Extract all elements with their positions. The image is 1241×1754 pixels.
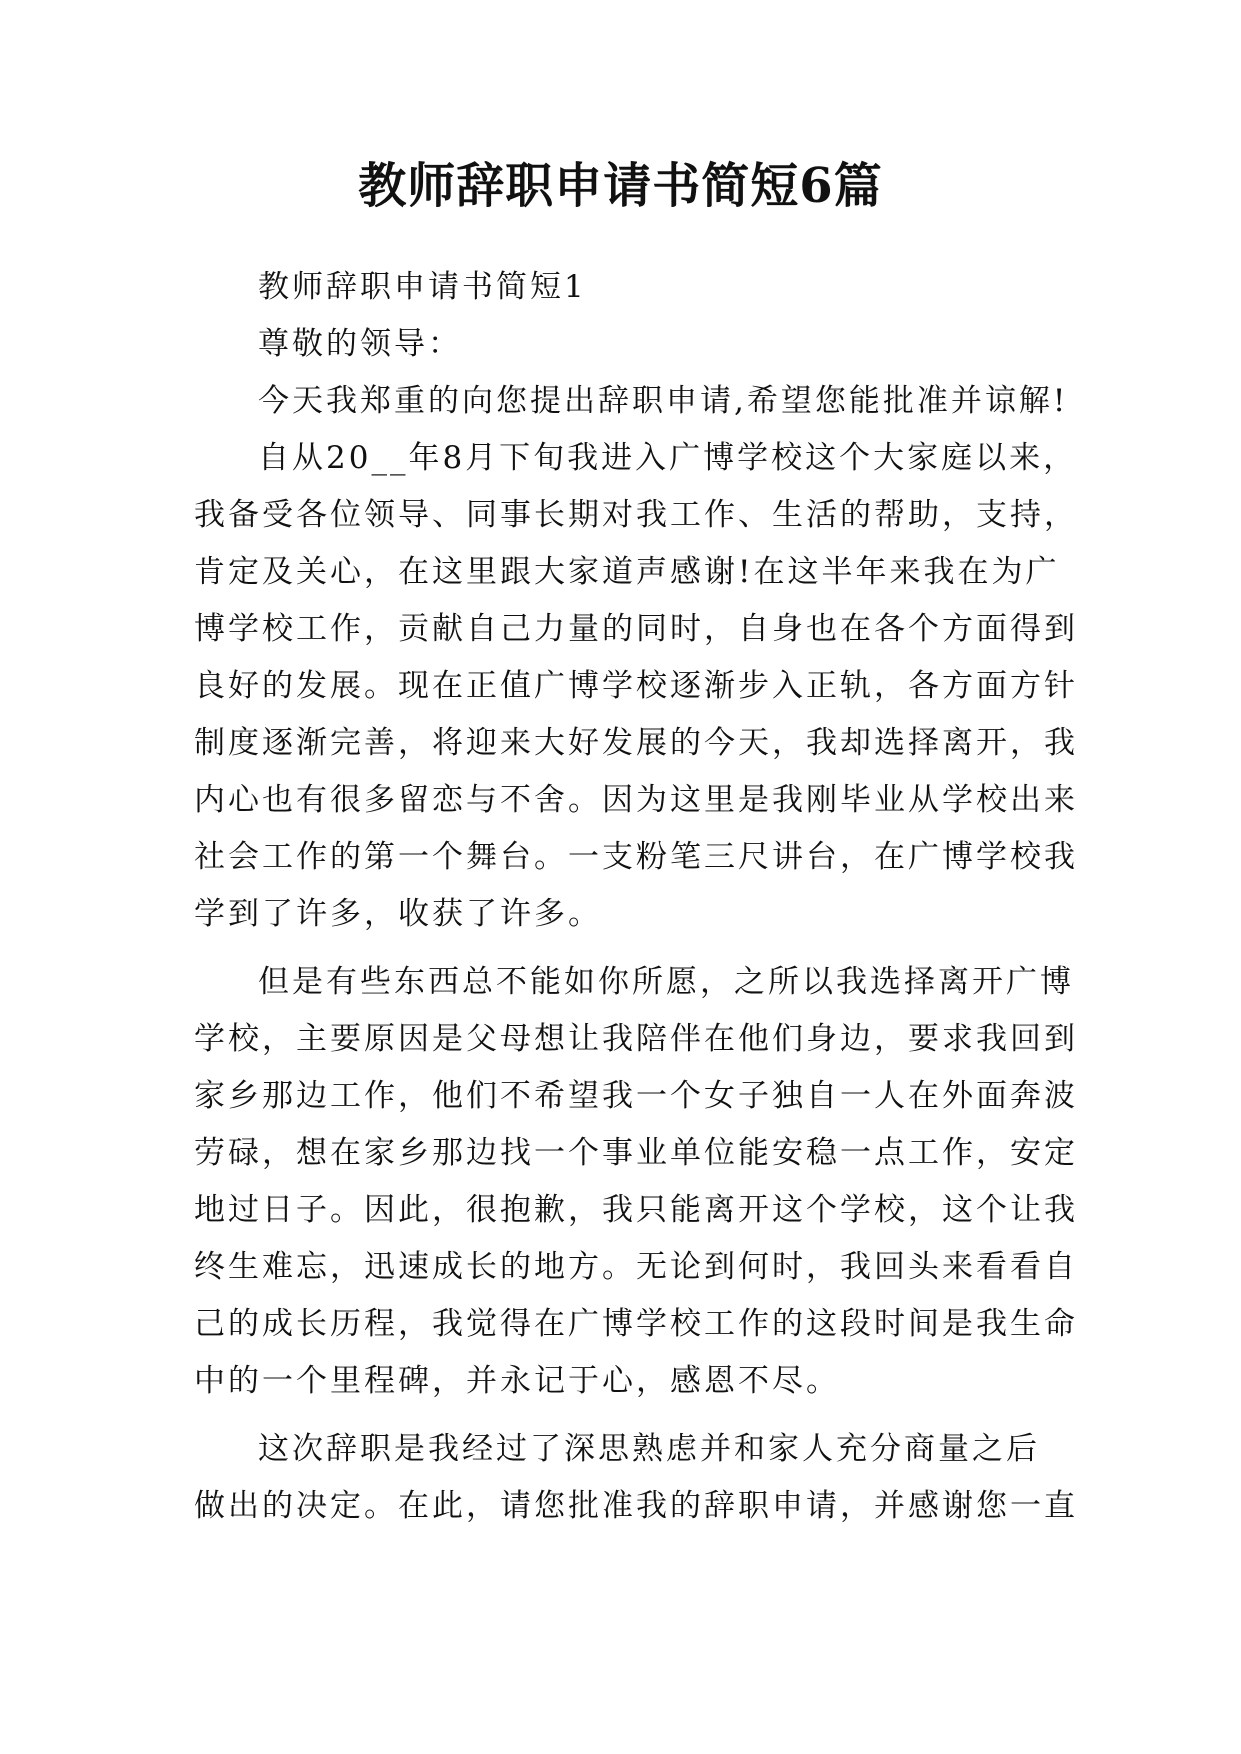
- paragraph-line: 今天我郑重的向您提出辞职申请,希望您能批准并谅解!: [258, 383, 1069, 419]
- paragraph-line: 制度逐渐完善，将迎来大好发展的今天，我却选择离开，我: [194, 725, 1078, 761]
- paragraph-line: 社会工作的第一个舞台。一支粉笔三尺讲台，在广博学校我: [194, 839, 1078, 875]
- paragraph-line: 内心也有很多留恋与不舍。因为这里是我刚毕业从学校出来: [194, 782, 1078, 818]
- paragraph-line: 劳碌，想在家乡那边找一个事业单位能安稳一点工作，安定: [194, 1135, 1078, 1171]
- paragraph-1: [194, 373, 1069, 430]
- salutation: 尊敬的领导：: [258, 326, 462, 362]
- paragraph-line: 做出的决定。在此，请您批准我的辞职申请，并感谢您一直: [194, 1488, 1078, 1524]
- section-heading: 教师辞职申请书简短1: [258, 269, 587, 305]
- paragraph-line: 终生难忘，迅速成长的地方。无论到何时，我回头来看看自: [194, 1249, 1078, 1285]
- paragraph-4: [194, 1421, 1078, 1535]
- paragraph-line: 博学校工作，贡献自己力量的同时，自身也在各个方面得到: [194, 611, 1078, 647]
- paragraph-line: 家乡那边工作，他们不希望我一个女子独自一人在外面奔波: [194, 1078, 1078, 1114]
- document-title: 教师辞职申请书简短6篇: [358, 158, 883, 214]
- paragraph-line: 地过日子。因此，很抱歉，我只能离开这个学校，这个让我: [194, 1192, 1078, 1228]
- paragraph-line: 我备受各位领导、同事长期对我工作、生活的帮助，支持，: [194, 497, 1078, 533]
- paragraph-3: [194, 954, 1078, 1410]
- paragraph-line: 但是有些东西总不能如你所愿，之所以我选择离开广博: [258, 964, 1074, 1000]
- paragraph-spacer: [194, 1410, 1066, 1421]
- paragraph-line: 学校，主要原因是父母想让我陪伴在他们身边，要求我回到: [194, 1021, 1078, 1057]
- paragraph-line: 中的一个里程碑，并永记于心，感恩不尽。: [194, 1363, 840, 1399]
- paragraph-line: 学到了许多，收获了许多。: [194, 896, 602, 932]
- paragraph-line: 肯定及关心，在这里跟大家道声感谢!在这半年来我在为广: [194, 554, 1060, 590]
- paragraph-line: 这次辞职是我经过了深思熟虑并和家人充分商量之后: [258, 1431, 1040, 1467]
- paragraph-line: 自从20__年8月下旬我进入广博学校这个大家庭以来，: [258, 440, 1078, 476]
- paragraph-2: [194, 430, 1078, 943]
- paragraph-line: 己的成长历程，我觉得在广博学校工作的这段时间是我生命: [194, 1306, 1078, 1342]
- paragraph-spacer: [194, 943, 1066, 954]
- document-body: [194, 259, 1078, 1535]
- paragraph-line: 良好的发展。现在正值广博学校逐渐步入正轨，各方面方针: [194, 668, 1078, 704]
